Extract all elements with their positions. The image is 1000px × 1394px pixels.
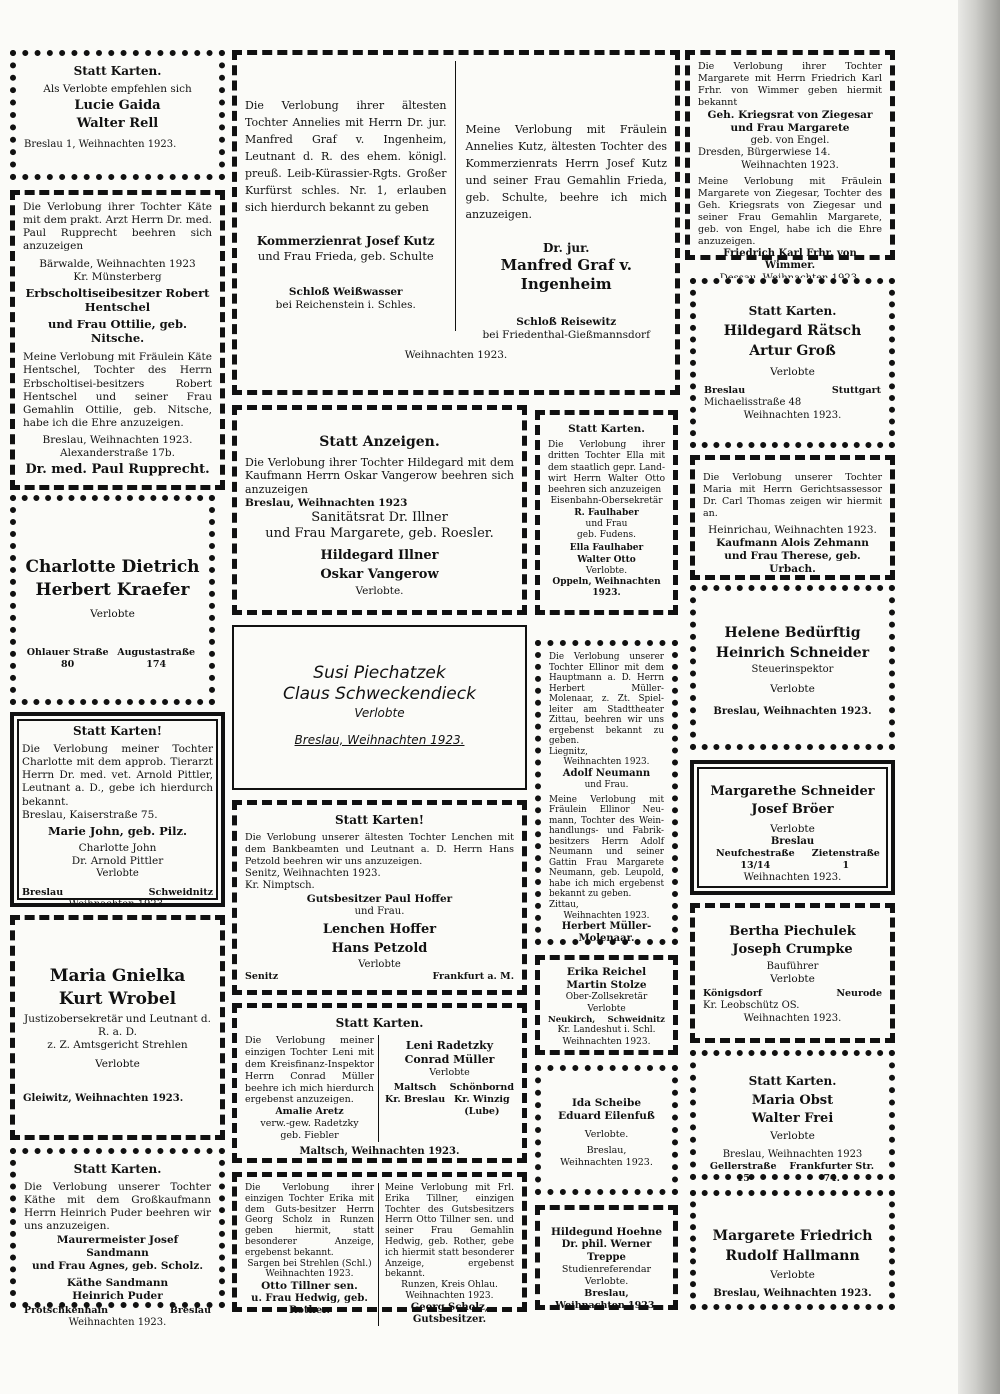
- ad-text: Bauführer: [766, 960, 819, 972]
- ad-name: u. Frau Hedwig, geb. Rother.: [251, 1292, 368, 1316]
- ad-place: Breslau, Kaiserstraße 75.: [22, 808, 158, 821]
- ad-footer: Weihnachten 1923.: [743, 1012, 842, 1024]
- ad-text: Die Verlobung ihrer Tochter Margarete mit Herrn Friedrich Karl Frhr. von Wimmer geben hiermit bekannt: [698, 61, 882, 108]
- ad-text: Verlobte: [770, 682, 815, 695]
- ad-text: Verlobte: [770, 1129, 815, 1142]
- ad-text: und Frau.: [584, 780, 629, 791]
- ad-name: Ida Scheibe: [571, 1097, 641, 1109]
- ad-text: Verlobte: [770, 822, 815, 835]
- ad-place: Weihnachten 1923.: [265, 1269, 354, 1280]
- ad-piechatzek-schweckendieck: [232, 625, 527, 790]
- ad-piechulek-crumpke: [690, 903, 895, 1043]
- ad-name: Helene Bedürftig: [724, 625, 861, 641]
- ad-name: Claus Schweckendieck: [283, 684, 476, 705]
- ad-text: z. Z. Amtsgericht Strehlen: [47, 1038, 188, 1051]
- ad-heading: Statt Karten.: [335, 1016, 424, 1030]
- ad-text: geb. Fudens.: [577, 530, 636, 541]
- ad-text: Die Verlobung meiner Tochter Charlotte mit dem approb. Tierarzt Herrn Dr. med. vet. Arnold Pittler, Leutnant a. D., gebe ich hierdurch bekannt.: [22, 743, 213, 808]
- ad-text: und Frau.: [354, 905, 405, 917]
- ad-address: Kr. Winzig: [453, 1094, 510, 1106]
- ad-place: Heinrichau, Weihnachten 1923.: [708, 523, 877, 536]
- ad-footer: Weihnachten 1923.: [560, 1157, 653, 1168]
- ad-text: Meine Verlobung mit Fräulein Annelies Kutz, ältesten Tochter des Kommerzienrats Herrn Josef Kutz und seiner Frau Gemahlin Frieda, geb. Schulte, beehre ich mich anzuzeigen.: [465, 123, 667, 222]
- ad-address-right: Frankfurt a. M.: [432, 971, 514, 983]
- ad-name: Dr. Arnold Pittler: [71, 855, 164, 868]
- ad-text: Meine Verlobung mit Frl. Erika Tillner, einzigen Tochter des Gutsbesitzers Herrn Otto Tillner sen. und seiner Frau Gemahlin Hedwig, geb. Rother, gebe ich hiermit statt besonderer Anzeige, ergebenst bekannt.: [385, 1183, 514, 1280]
- ad-address-right: Zietenstraße 1: [811, 848, 880, 871]
- ad-place: Weihnachten 1923.: [563, 910, 650, 921]
- ad-name: Leni Radetzky: [405, 1039, 494, 1052]
- ad-heading: Statt Karten!: [73, 724, 162, 738]
- ad-name: Erika Reichel: [566, 966, 647, 978]
- ad-footer: Weihnachten 1923.: [404, 349, 508, 361]
- ad-name: Lenchen Hoffer: [322, 922, 437, 938]
- ad-name: Käthe Sandmann: [66, 1276, 169, 1289]
- ad-name: Kurt Wrobel: [58, 989, 177, 1010]
- ad-address-right: Neurode: [836, 988, 882, 1000]
- page-spine: [958, 0, 1000, 1394]
- ad-name: Margarethe Schneider: [710, 784, 875, 799]
- ad-address-right: Breslau: [169, 1305, 211, 1317]
- ad-name: Kommerzienrat Josef Kutz: [256, 234, 435, 249]
- ad-footer: Weihnachten 1923.: [68, 1317, 167, 1328]
- ad-address-left: Protschkenhain: [24, 1305, 109, 1317]
- ad-place: Liegnitz,: [549, 746, 588, 757]
- ad-name: Hans Petzold: [331, 940, 428, 956]
- ad-text: Verlobte.: [585, 565, 628, 576]
- ad-text: geb. von Engel.: [750, 134, 830, 146]
- ad-name: Maurermeister Josef Sandmann: [56, 1233, 179, 1259]
- ad-gaida-rell: [10, 50, 225, 180]
- ad-friedrich-hallmann: [690, 1190, 895, 1310]
- ad-place: Weihnachten 1923.: [405, 1290, 494, 1301]
- ad-address-left: Neufchestraße 13/14: [716, 848, 795, 871]
- ad-name: Dr. jur.: [543, 241, 590, 256]
- ad-name: und Frau Frieda, geb. Schulte: [257, 249, 434, 264]
- ad-text: Verlobte: [95, 1057, 140, 1070]
- ad-text: Verlobte: [429, 1066, 470, 1078]
- ad-obst-frei: [690, 1050, 895, 1184]
- ad-text: Verlobte.: [584, 1276, 629, 1287]
- ad-footer: Gleiwitz, Weihnachten 1923.: [23, 1093, 184, 1104]
- ad-ziegesar-wimmer: [685, 50, 895, 271]
- ad-text: Die Verlobung unserer Tochter Maria mit Herrn Gerichtsassessor Dr. Carl Thomas zeigen wir hiermit an.: [703, 472, 882, 519]
- ad-name: Martin Stolze: [566, 979, 647, 992]
- ad-text: Als Verlobte empfehlen sich: [43, 83, 192, 95]
- ad-illner-vangerow: [232, 405, 527, 615]
- ad-name: und Frau Ottilie, geb. Nitsche.: [47, 316, 188, 345]
- ad-address: (Lube): [464, 1106, 500, 1118]
- ad-heading: Statt Karten.: [73, 64, 162, 78]
- ad-place: Runzen, Kreis Ohlau.: [401, 1280, 498, 1291]
- ad-address-left: Königsdorf: [703, 988, 762, 1000]
- ad-name: Dr. phil. Werner Treppe: [561, 1239, 652, 1263]
- ad-aretz-radetzky: [232, 1003, 527, 1163]
- ad-name: Walter Rell: [76, 116, 159, 132]
- ad-text: Verlobte: [770, 366, 815, 378]
- ad-name: Charlotte Dietrich: [25, 557, 200, 577]
- ad-place: Weihnachten 1923.: [563, 757, 650, 768]
- ad-hentschel-rupprecht: [10, 190, 225, 490]
- ad-place: Sargen bei Strehlen (Schl.): [247, 1258, 372, 1269]
- ad-heading: Statt Karten.: [73, 1162, 162, 1176]
- ad-name: Bertha Piechulek: [729, 924, 856, 939]
- ad-hoehne-treppe: [535, 1205, 678, 1310]
- ad-faulhaber-otto: [535, 410, 678, 615]
- ad-place: Breslau: [770, 835, 815, 847]
- ad-name: Walter Frei: [751, 1111, 834, 1127]
- ad-name: Rudolf Hallmann: [725, 1247, 860, 1264]
- ad-name: Dr. med. Paul Rupprecht.: [25, 462, 210, 478]
- ad-hoffer-petzold: [232, 800, 527, 995]
- ad-footer: Breslau, Weihnachten 1923.: [555, 1287, 658, 1311]
- ad-text: Die Verlobung unserer Tochter Ellinor mit dem Hauptmann a. D. Herrn Herbert Müller-Molenaar, z. Zt. Spiel-leiter am Stadttheater Zittau, beehren wir uns ergebenst bekannt zu geben.: [549, 652, 664, 747]
- ad-text: Verlobte: [90, 607, 135, 620]
- ad-name: und Frau Therese, geb. Urbach.: [724, 549, 861, 575]
- ad-footer: Breslau, Weihnachten 1923.: [713, 1288, 872, 1300]
- ad-heading: Statt Anzeigen.: [319, 434, 440, 450]
- ad-name: Hildegard Rätsch: [723, 323, 862, 339]
- ad-text: Verlobte: [587, 1003, 626, 1014]
- ad-address-left: Breslau: [22, 886, 64, 898]
- ad-address-right: Stuttgart: [831, 385, 881, 397]
- ad-address-right: Frankfurter Str. 74.: [789, 1161, 875, 1184]
- ad-name: Margarete Friedrich: [712, 1228, 873, 1244]
- ad-name: und Frau Margarete, geb. Roesler.: [265, 526, 494, 542]
- ad-place: Breslau, Weihnachten 1923: [245, 496, 408, 509]
- ad-place: Kr. Nimptsch.: [245, 880, 315, 892]
- ad-name: Sanitätsrat Dr. Illner: [311, 509, 448, 525]
- ad-text: Meine Verlobung mit Fräulein Käte Hentschel, Tochter des Herrn Erbscholtisei-besitzers Robert Hentschel und seiner Frau Gemahlin Ottilie, geb. Nitsche, habe ich die Ehre anzuzeigen.: [23, 351, 212, 429]
- ad-name: R. Faulhaber: [574, 507, 639, 518]
- ad-footer: Breslau 1, Weihnachten 1923.: [24, 138, 177, 150]
- ad-footer: Oppeln, Weihnachten 1923.: [552, 577, 661, 599]
- ad-address: Maltsch: [393, 1082, 437, 1094]
- ad-text: Eisenbahn-Obersekretär: [550, 496, 663, 507]
- ad-text: Die Verlobung unserer Tochter Käthe mit dem Großkaufmann Herrn Heinrich Puder beehren wir uns anzuzeigen.: [24, 1181, 211, 1233]
- ad-name: Herbert Kraefer: [35, 580, 190, 601]
- ad-place: Senitz, Weihnachten 1923.: [245, 867, 381, 879]
- ad-schneider-broeer: [690, 760, 895, 895]
- ad-name: Hildegard Illner: [320, 548, 439, 564]
- ad-name: Eduard Eilenfuß: [558, 1110, 655, 1123]
- ad-place: Breslau,: [586, 1145, 627, 1157]
- ad-raetsch-gross: [690, 278, 895, 448]
- ad-name: Ella Faulhaber: [569, 543, 644, 554]
- ad-text: Die Verlobung meiner einzigen Tochter Leni mit dem Kreisfinanz-Inspektor Herrn Conrad Müller beehre ich mich hierdurch ergebenst anzuzeigen.: [245, 1035, 374, 1106]
- ad-address-right: Schweidnitz: [607, 1014, 665, 1025]
- ad-address-right: Augustastraße 174: [117, 646, 196, 670]
- ad-address: Kr. Landeshut i. Schl.: [557, 1025, 656, 1036]
- ad-address: Schönbornd: [449, 1082, 514, 1094]
- ad-name: Conrad Müller: [404, 1052, 495, 1066]
- ad-address: Schloß Weißwasser: [288, 285, 403, 298]
- ad-name: Susi Piechatzek: [313, 663, 446, 683]
- ad-name: Oskar Vangerow: [320, 566, 439, 582]
- ad-name: Walter Otto: [577, 554, 636, 565]
- ad-address: Kr. Breslau: [385, 1094, 446, 1106]
- ad-place: Breslau, Weihnachten 1923.: [42, 434, 193, 446]
- ad-name: Herbert Müller-Molenaar.: [561, 921, 652, 945]
- ad-heading: Statt Karten.: [748, 304, 837, 318]
- ad-scheibe-eilenfuss: [535, 1065, 678, 1195]
- ad-text: Die Verlobung ihrer einzigen Tochter Erika mit dem Guts-besitzer Herrn Georg Scholz in Runzen geben hiermit, statt besonderer Anzeige, ergebenst bekannt.: [245, 1183, 374, 1258]
- ad-footer: Breslau, Weihnachten 1923.: [713, 705, 872, 717]
- ad-text: Die Verlobung ihrer dritten Tochter Ella mit dem staatlich gepr. Land-wirt Herrn Walter Otto beehren sich anzuzeigen: [548, 440, 665, 496]
- ad-tillner-scholz: [232, 1172, 527, 1325]
- ad-address-left: Senitz: [245, 971, 279, 983]
- ad-name: Marie John, geb. Pilz.: [47, 823, 188, 838]
- ad-footer: Maltsch, Weihnachten 1923.: [299, 1145, 460, 1157]
- ad-place: Weihnachten 1923.: [741, 159, 839, 171]
- ad-name: Geh. Kriegsrat von Ziegesar: [707, 108, 873, 121]
- ad-place: Kr. Münsterberg: [73, 270, 162, 283]
- ad-place: Zittau,: [549, 900, 579, 911]
- ad-place: Dresden, Bürgerwiese 14.: [698, 147, 831, 159]
- ad-address: Kr. Leobschütz OS.: [703, 1000, 800, 1011]
- ad-address-left: Neukirch,: [548, 1014, 596, 1025]
- ad-name: Josef Bröer: [751, 802, 834, 818]
- ad-text: Verlobte.: [584, 1129, 629, 1141]
- ad-beduerftig-schneider: [690, 585, 895, 750]
- ad-address-right: Schweidnitz: [148, 886, 213, 898]
- ad-text: Verlobte: [96, 868, 139, 880]
- ad-text: Verlobte: [770, 973, 815, 985]
- ad-text: Verlobte: [770, 1269, 815, 1281]
- ad-place: Alexanderstraße 17b.: [60, 447, 175, 460]
- ad-footer: Breslau, Weihnachten 1923.: [294, 732, 465, 747]
- ad-name: Georg Scholz, Gutsbesitzer.: [410, 1301, 489, 1325]
- ad-name: Charlotte John: [78, 842, 157, 855]
- ad-heading: Statt Karten.: [748, 1074, 837, 1088]
- ad-text: Steuerinspektor: [751, 664, 834, 675]
- ad-name: und Frau Margarete: [730, 121, 850, 134]
- ad-sandmann-puder: [10, 1148, 225, 1328]
- ad-text: Verlobte.: [355, 584, 404, 597]
- ad-name: und Frau Agnes, geb. Scholz.: [31, 1259, 204, 1272]
- ad-text: Die Verlobung ihrer ältesten Tochter Annelies mit Herrn Dr. jur. Manfred Graf v. Ingenheim, Leutnant d. R. des ehem. königl. preuß. Leib-Kürassier-Rgts. Großer Kurfürst schles. Nr. 1, erlauben sich hierdurch bekannt zu geben: [245, 99, 447, 215]
- ad-place: Bärwalde, Weihnachten 1923: [39, 257, 196, 270]
- ad-text: Verlobte: [358, 958, 401, 970]
- ad-reichel-stolze: [535, 955, 678, 1055]
- ad-name: Maria Obst: [751, 1093, 834, 1108]
- ad-name: Adolf Neumann: [562, 768, 651, 780]
- ad-dietrich-kraefer: [10, 495, 215, 705]
- ad-address-left: Ohlauer Straße 80: [26, 646, 109, 670]
- ad-heading: Statt Karten!: [335, 813, 424, 827]
- ad-address: Michaelisstraße 48: [704, 397, 802, 408]
- ad-place: Breslau, Weihnachten 1923: [722, 1148, 863, 1160]
- ad-address-left: Breslau: [704, 385, 746, 397]
- ad-name: Manfred Graf v. Ingenheim: [500, 256, 632, 294]
- ad-name: Kaufmann Alois Zehmann: [716, 536, 869, 549]
- ad-text: Ober-Zollsekretär: [565, 992, 648, 1003]
- ad-text: Meine Verlobung mit Fräulein Margarete von Ziegesar, Tochter des Geh. Kriegsrats von Ziegesar und seiner Frau Gemahlin Margarete, geb. von Engel, habe ich die Ehre anzuzeigen.: [698, 176, 882, 247]
- ad-john-pittler: [10, 712, 225, 910]
- ad-name: Lucie Gaida: [74, 98, 161, 114]
- ad-text: Verlobte: [354, 705, 405, 720]
- ad-name: Maria Gnielka: [49, 966, 186, 986]
- ad-footer: Weihnachten 1923.: [68, 898, 167, 910]
- ad-text: geb. Fiebler: [280, 1130, 339, 1141]
- ad-name: Heinrich Schneider: [715, 644, 870, 661]
- ad-gnielka-wrobel: [10, 915, 225, 1140]
- ad-name: Artur Groß: [749, 342, 836, 359]
- ad-text: und Frau: [585, 518, 628, 529]
- ad-neumann-mueller-molenaar: [535, 640, 678, 945]
- ad-text: Die Verlobung ihrer Tochter Hildegard mit dem Kaufmann Herrn Oskar Vangerow beehren sich anzuzeigen: [245, 455, 514, 496]
- ad-name: Heinrich Puder: [72, 1290, 163, 1302]
- ad-name: Erbscholtiseibesitzer Robert Hentschel: [25, 285, 210, 315]
- ad-text: verw.-gew. Radetzky: [260, 1118, 359, 1130]
- ad-footer: Weihnachten 1923.: [743, 871, 842, 883]
- ad-name: Friedrich Karl Frhr. von Wimmer.: [723, 247, 857, 271]
- ad-address: bei Reichenstein i. Schles.: [275, 298, 416, 311]
- ad-heading: Statt Karten.: [568, 423, 645, 435]
- ad-address: bei Friedenthal-Gießmannsdorf: [482, 328, 650, 341]
- ad-name: Hildegund Hoehne: [550, 1226, 663, 1238]
- ad-name: Amalie Aretz: [275, 1106, 344, 1118]
- ad-footer: Weihnachten 1923.: [743, 409, 842, 421]
- ad-name: Gutsbesitzer Paul Hoffer: [306, 892, 453, 905]
- ad-footer: Weihnachten 1923.: [562, 1036, 651, 1047]
- ad-zehmann: [690, 455, 895, 580]
- ad-address: Schloß Reisewitz: [516, 315, 617, 328]
- ad-text: Studienreferendar: [561, 1264, 652, 1276]
- ad-kutz-ingenheim: [232, 50, 680, 395]
- ad-address-left: Gellerstraße 15: [709, 1161, 777, 1184]
- ad-name: Otto Tillner sen.: [261, 1280, 358, 1293]
- ad-text: Justizobersekretär und Leutnant d. R. a. D.: [24, 1012, 211, 1038]
- ad-text: Meine Verlobung mit Fräulein Ellinor Neu-mann, Tochter des Wein-handlungs- und Fabrik-besitzers Herrn Adolf Neumann und seiner Gattin Frau Margarete Neumann, geb. Leupold, habe ich mich ergebenst bekannt zu geben.: [549, 794, 664, 900]
- ad-text: Die Verlobung unserer ältesten Tochter Lenchen mit dem Bankbeamten und Leutnant a. D. Herrn Hans Petzold beehren wir uns anzuzeigen.: [245, 832, 514, 867]
- ad-text: Die Verlobung ihrer Tochter Käte mit dem prakt. Arzt Herrn Dr. med. Paul Rupprecht beehren sich anzuzeigen: [23, 201, 212, 253]
- ad-name: Joseph Crumpke: [732, 942, 853, 958]
